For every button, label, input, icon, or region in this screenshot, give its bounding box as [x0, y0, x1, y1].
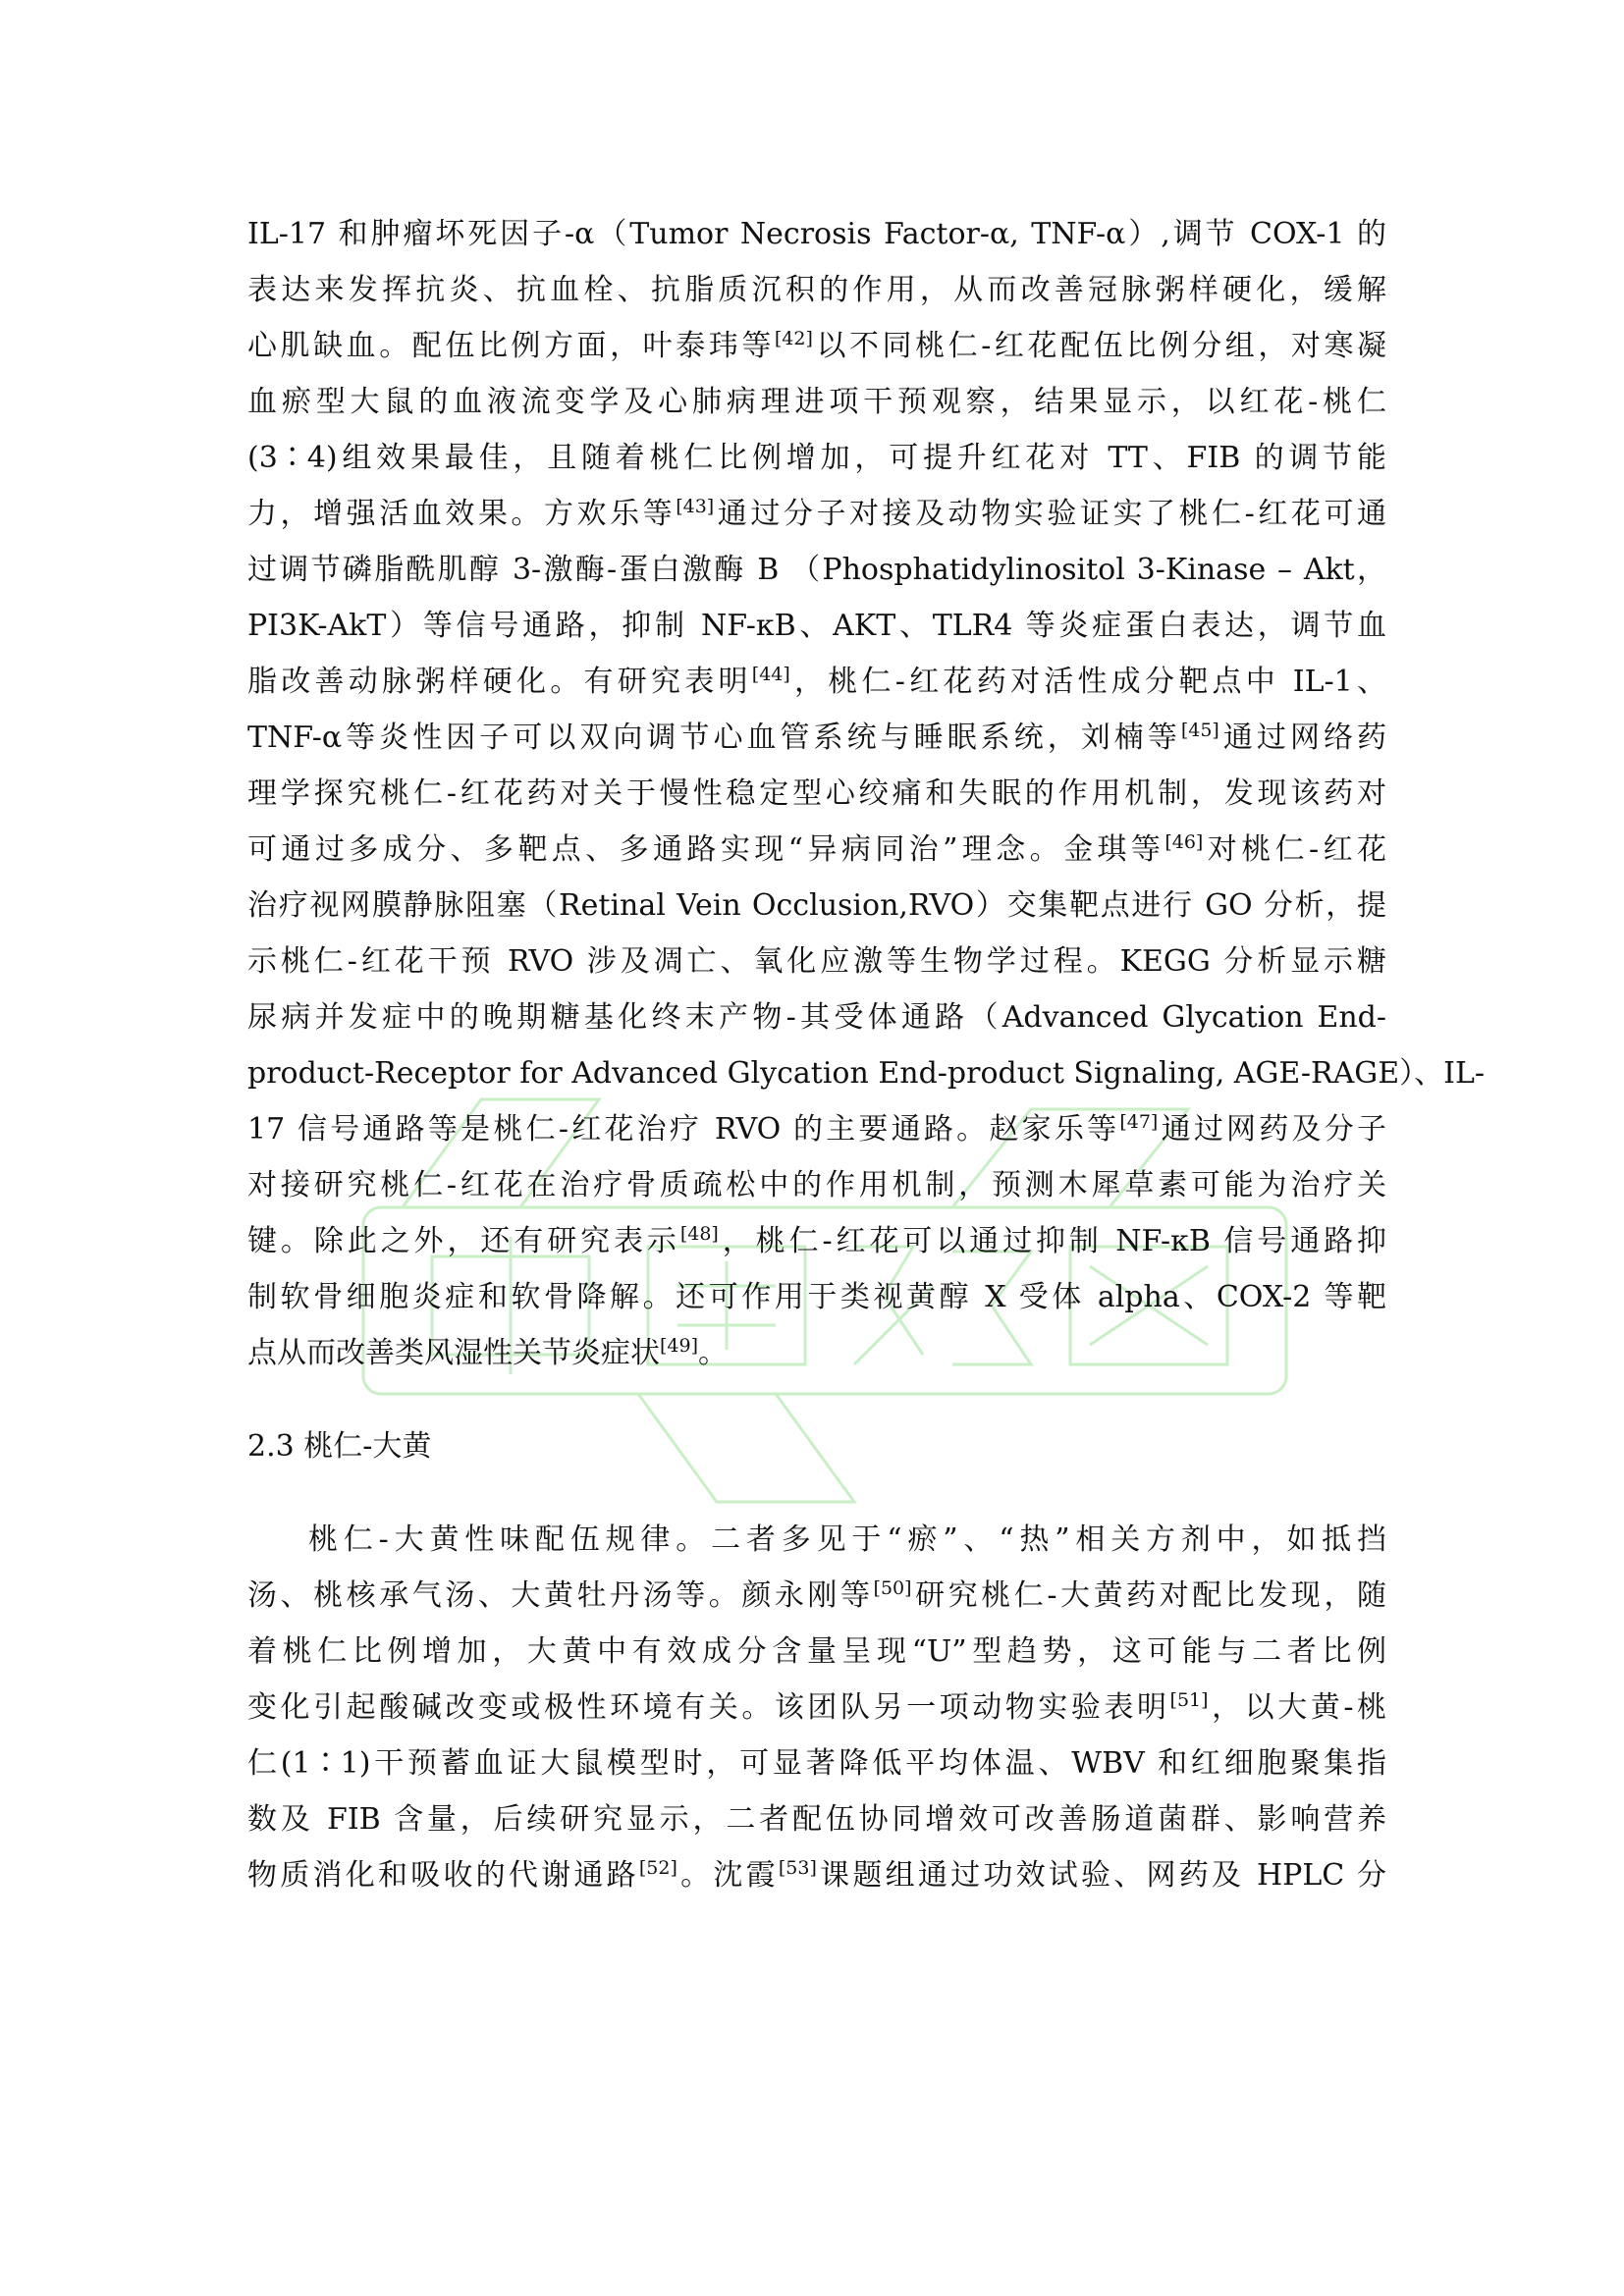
text-line: 脂改善动脉粥样硬化。有研究表明[44]，桃仁-红花药对活性成分靶点中 IL-1、: [247, 664, 1386, 699]
text-line: (3∶4)组效果最佳，且随着桃仁比例增加，可提升红花对 TT、FIB 的调节能: [247, 441, 1386, 475]
text-line: 制软骨细胞炎症和软骨降解。还可作用于类视黄醇 X 受体 alpha、COX-2 等靶: [247, 1280, 1386, 1314]
text-line: 心肌缺血。配伍比例方面，叶泰玮等[42]以不同桃仁-红花配伍比例分组，对寒凝: [247, 328, 1387, 363]
citation-marker: [42]: [774, 328, 813, 349]
citation-marker: [48]: [679, 1223, 719, 1245]
text-line: 17 信号通路等是桃仁-红花治疗 RVO 的主要通路。赵家乐等[47]通过网药及分子: [247, 1111, 1387, 1147]
citation-marker: [53]: [778, 1857, 817, 1879]
text-body: [247, 206, 1486, 1903]
citation-marker: [51]: [1169, 1689, 1209, 1711]
citation-marker: [45]: [1180, 720, 1219, 741]
text-line: 汤、桃核承气汤、大黄牡丹汤等。颜永刚等[50]研究桃仁-大黄药对配比发现，随: [247, 1577, 1386, 1613]
text-line: 桃仁-大黄性味配伍规律。二者多见于“瘀”、“热”相关方剂中，如抵挡: [308, 1522, 1386, 1557]
citation-marker: [44]: [751, 664, 790, 685]
text-line: product-Receptor for Advanced Glycation End-product Signaling, AGE-RAGE）、IL-: [247, 1056, 1486, 1091]
text-line: 理学探究桃仁-红花药对关于慢性稳定型心绞痛和失眠的作用机制，发现该药对: [247, 776, 1386, 811]
text-line: 示桃仁-红花干预 RVO 涉及凋亡、氧化应激等生物学过程。KEGG 分析显示糖: [247, 944, 1386, 979]
citation-marker: [50]: [873, 1577, 912, 1599]
text-line: 对接研究桃仁-红花在治疗骨质疏松中的作用机制，预测木犀草素可能为治疗关: [247, 1168, 1386, 1202]
citation-marker: [47]: [1119, 1111, 1159, 1133]
citation-marker: [52]: [638, 1857, 677, 1879]
paragraph-herb-pair-taoren-honghua: [247, 206, 1486, 1381]
text-line: TNF-α等炎性因子可以双向调节心血管系统与睡眠系统，刘楠等[45]通过网络药: [247, 720, 1386, 755]
text-line: 血瘀型大鼠的血液流变学及心肺病理进项干预观察，结果显示，以红花-桃仁: [247, 385, 1386, 419]
paragraph-herb-pair-taoren-dahuang: [247, 1512, 1386, 1903]
citation-marker: [49]: [660, 1335, 699, 1357]
text-line: IL-17 和肿瘤坏死因子-α（Tumor Necrosis Factor-α, TNF-α）,调节 COX-1 的: [247, 217, 1386, 251]
text-line: 仁(1∶1)干预蓄血证大鼠模型时，可显著降低平均体温、WBV 和红细胞聚集指: [247, 1746, 1386, 1781]
text-line: 变化引起酸碱改变或极性环境有关。该团队另一项动物实验表明[51]，以大黄-桃: [247, 1689, 1387, 1725]
text-line: 尿病并发症中的晚期糖基化终末产物-其受体通路（Advanced Glycation End-: [247, 1000, 1386, 1035]
text-line: 点从而改善类风湿性关节炎症状[49]。: [247, 1335, 729, 1370]
citation-marker: [46]: [1164, 831, 1204, 853]
citation-marker: [43]: [676, 496, 715, 517]
text-line: PI3K-AkT）等信号通路，抑制 NF-κB、AKT、TLR4 等炎症蛋白表达，调节血: [247, 609, 1386, 643]
text-line: 着桃仁比例增加，大黄中有效成分含量呈现“U”型趋势，这可能与二者比例: [247, 1634, 1386, 1669]
text-line: 表达来发挥抗炎、抗血栓、抗脂质沉积的作用，从而改善冠脉粥样硬化，缓解: [247, 273, 1386, 307]
section-heading: 2.3 桃仁-大黄: [247, 1429, 432, 1464]
text-line: 治疗视网膜静脉阻塞（Retinal Vein Occlusion,RVO）交集靶点进行 GO 分析，提: [247, 888, 1386, 923]
text-line: 键。除此之外，还有研究表示[48]，桃仁-红花可以通过抑制 NF-κB 信号通路抑: [247, 1223, 1387, 1258]
text-line: 可通过多成分、多靶点、多通路实现“异病同治”理念。金琪等[46]对桃仁-红花: [247, 831, 1386, 867]
text-line: 过调节磷脂酰肌醇 3-激酶-蛋白激酶 B （Phosphatidylinositol 3-Kinase – Akt，: [247, 553, 1386, 587]
text-line: 数及 FIB 含量，后续研究显示，二者配伍协同增效可改善肠道菌群、影响营养: [247, 1802, 1386, 1837]
text-line: 力，增强活血效果。方欢乐等[43]通过分子对接及动物实验证实了桃仁-红花可通: [247, 496, 1387, 531]
text-line: 物质消化和吸收的代谢通路[52]。沈霞[53]课题组通过功效试验、网药及 HPLC 分: [247, 1857, 1387, 1893]
